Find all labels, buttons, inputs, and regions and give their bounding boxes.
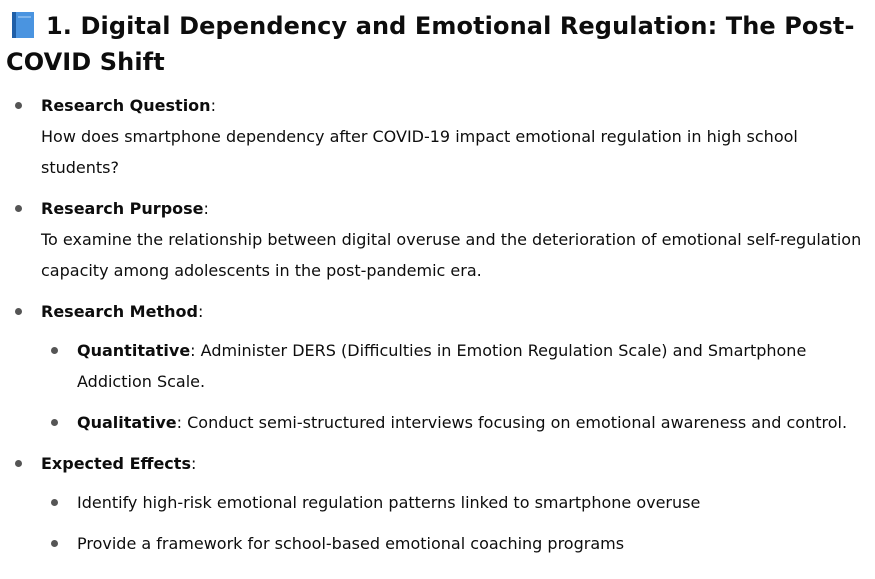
question-label: Research Question bbox=[41, 96, 211, 115]
effects-label: Expected Effects bbox=[41, 454, 191, 473]
qualitative-label: Qualitative bbox=[77, 413, 177, 432]
effects-sublist bbox=[41, 487, 869, 559]
method-sublist bbox=[41, 335, 869, 438]
quantitative-label: Quantitative bbox=[77, 341, 191, 360]
research-list bbox=[6, 90, 869, 559]
section-heading bbox=[6, 8, 869, 80]
method-label: Research Method bbox=[41, 302, 198, 321]
purpose-label: Research Purpose bbox=[41, 199, 204, 218]
purpose-text: To examine the relationship between digital overuse and the deterioration of emotional self-regulation capacity among adolescents in the post-pandemic era. bbox=[41, 230, 862, 280]
list-item-effects: Expected Effects: Identify high-risk emotional regulation patterns linked to smartphone overuse Provide a framework for school-based emotional coaching programs bbox=[6, 448, 869, 559]
blue-book-icon bbox=[12, 12, 34, 38]
question-text: How does smartphone dependency after COVID-19 impact emotional regulation in high school students? bbox=[41, 127, 798, 177]
list-item-qualitative: Qualitative: Conduct semi-structured interviews focusing on emotional awareness and control. bbox=[41, 407, 869, 438]
list-item-method: Research Method: Quantitative: Administer DERS (Difficulties in Emotion Regulation Scale) and Smartphone Addiction Scale. Qualitative: Conduct semi-structured interviews focusing on emotional awareness and control. bbox=[6, 296, 869, 438]
list-item-quantitative: Quantitative: Administer DERS (Difficulties in Emotion Regulation Scale) and Smartphone Addiction Scale. bbox=[41, 335, 869, 397]
quantitative-text: Administer DERS (Difficulties in Emotion Regulation Scale) and Smartphone Addiction Scale. bbox=[77, 341, 807, 391]
list-item-purpose: Research Purpose: To examine the relationship between digital overuse and the deterioration of emotional self-regulation capacity among adolescents in the post-pandemic era. bbox=[6, 193, 869, 286]
effect-item: Provide a framework for school-based emotional coaching programs bbox=[41, 528, 869, 559]
heading-text: 1. Digital Dependency and Emotional Regulation: The Post-COVID Shift bbox=[6, 12, 855, 76]
qualitative-text: Conduct semi-structured interviews focusing on emotional awareness and control. bbox=[187, 413, 848, 432]
effect-item: Identify high-risk emotional regulation patterns linked to smartphone overuse bbox=[41, 487, 869, 518]
list-item-question: Research Question: How does smartphone dependency after COVID-19 impact emotional regulation in high school students? bbox=[6, 90, 869, 183]
